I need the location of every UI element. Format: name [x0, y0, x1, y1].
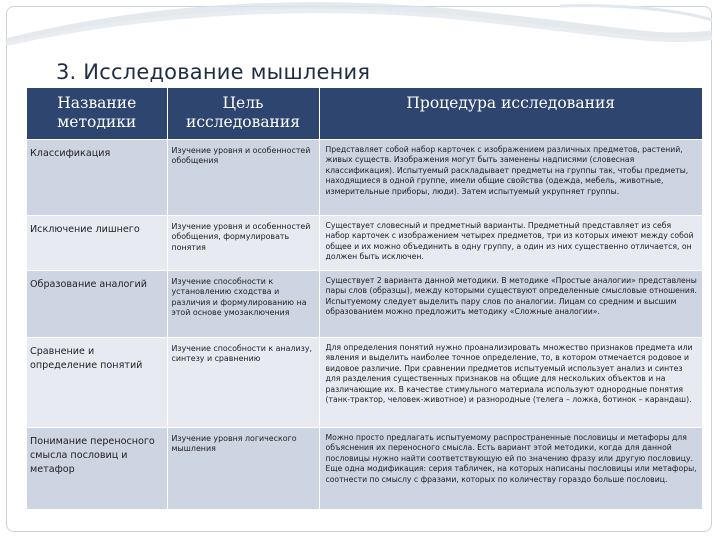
method-name: Сравнение и определение понятий	[27, 337, 167, 427]
table-row	[27, 215, 702, 270]
method-procedure: Существует 2 варианта данной методики. В методике «Простые аналогии» представлены пары слов (образцы), между которыми существуют определенные смысловые отношения. Испытуемому следует выделить пару слов по аналогии. Лицам со средним и высшим образованием можно предложить методику «Сложные аналогии».	[319, 270, 702, 337]
method-goal: Изучение способности к установлению сходства и различия и формулированию на этой основе умозаключения	[167, 270, 319, 337]
header-method-name: Название методики	[27, 88, 167, 139]
method-goal: Изучение уровня и особенностей обобщения, формулировать понятия	[167, 215, 319, 270]
slide-title: 3. Исследование мышления	[56, 60, 371, 84]
header-goal: Цель исследования	[167, 88, 319, 139]
decorative-swoosh	[0, 0, 720, 60]
table-row	[27, 270, 702, 337]
method-procedure: Представляет собой набор карточек с изображением различных предметов, растений, живых существ. Изображения могут быть заменены надписями (словесная классификация). Испытуемый раскладывает предметы на группы так, чтобы предметы, находящиеся в одной группе, имели общие свойства (одежда, мебель, животные, измерительные приборы, люди). Затем испытуемый укрупняет группы.	[319, 139, 702, 215]
method-name: Исключение лишнего	[27, 215, 167, 270]
table-row	[27, 427, 702, 509]
method-name: Классификация	[27, 139, 167, 215]
method-name: Образование аналогий	[27, 270, 167, 337]
methods-table	[27, 88, 702, 509]
method-goal: Изучение уровня и особенностей обобщения	[167, 139, 319, 215]
method-goal: Изучение уровня логического мышления	[167, 427, 319, 509]
header-procedure: Процедура исследования	[319, 88, 702, 139]
method-goal: Изучение способности к анализу, синтезу и сравнению	[167, 337, 319, 427]
table-header-row	[27, 88, 702, 139]
method-procedure: Для определения понятий нужно проанализировать множество признаков предмета или явления и выделить наиболее точное определение, то, в котором отмечается родовое и видовое различие. При сравнении предметов испытуемый использует анализ и синтез для разделения существенных признаков на общие для нескольких объектов и на различающие их. В качестве стимульного материала используют однородные понятия (танк-трактор, человек-животное) и разнородные (телега – ложка, ботинок – карандаш).	[319, 337, 702, 427]
table-row	[27, 337, 702, 427]
method-procedure: Существует словесный и предметный варианты. Предметный представляет из себя набор карточек с изображением четырех предметов, три из которых имеют между собой общее и их можно объединить в одну группу, а один из них существенно отличается, он должен быть исключен.	[319, 215, 702, 270]
method-name: Понимание переносного смысла пословиц и метафор	[27, 427, 167, 509]
method-procedure: Можно просто предлагать испытуемому распространенные пословицы и метафоры для объяснения их переносного смысла. Есть вариант этой методики, когда для данной пословицы нужно найти соответствующую ей по значению фразу или другую пословицу. Еще одна модификация: серия табличек, на которых написаны пословицы или метафоры, соотнести по смыслу с фразами, которых по количеству гораздо больше пословиц.	[319, 427, 702, 509]
table-row	[27, 139, 702, 215]
